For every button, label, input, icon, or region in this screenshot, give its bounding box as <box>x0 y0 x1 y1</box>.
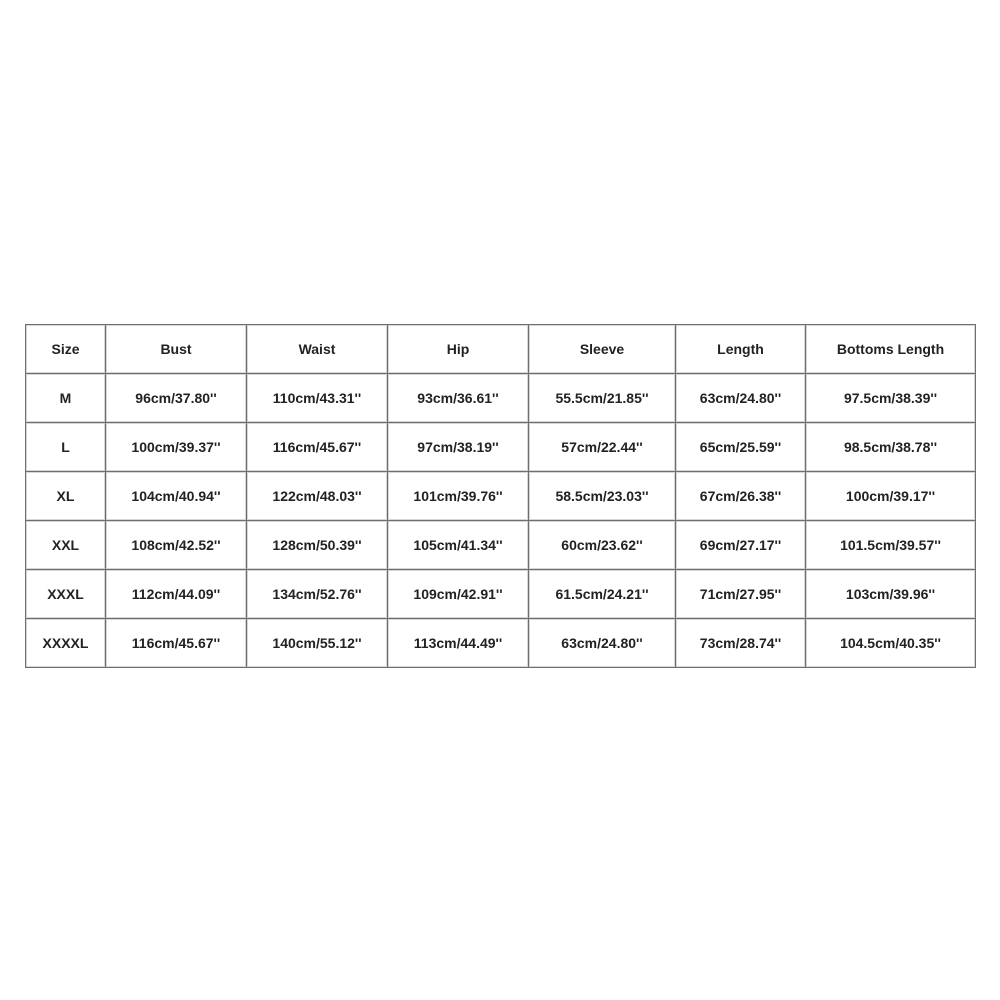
length-cell: 63cm/24.80'' <box>676 374 806 423</box>
header-bust: Bust <box>106 325 247 374</box>
hip-cell: 93cm/36.61'' <box>388 374 529 423</box>
header-waist: Waist <box>247 325 388 374</box>
bust-cell: 104cm/40.94'' <box>106 472 247 521</box>
size-chart-table <box>25 324 976 668</box>
length-cell: 71cm/27.95'' <box>676 570 806 619</box>
waist-cell: 116cm/45.67'' <box>247 423 388 472</box>
table-row <box>26 472 976 521</box>
size-cell: XXL <box>26 521 106 570</box>
hip-cell: 101cm/39.76'' <box>388 472 529 521</box>
sleeve-cell: 60cm/23.62'' <box>529 521 676 570</box>
size-cell: XXXL <box>26 570 106 619</box>
bust-cell: 116cm/45.67'' <box>106 619 247 668</box>
bottoms-length-cell: 100cm/39.17'' <box>806 472 976 521</box>
sleeve-cell: 63cm/24.80'' <box>529 619 676 668</box>
header-row <box>26 325 976 374</box>
sleeve-cell: 57cm/22.44'' <box>529 423 676 472</box>
table-row <box>26 521 976 570</box>
length-cell: 67cm/26.38'' <box>676 472 806 521</box>
size-cell: XXXXL <box>26 619 106 668</box>
size-cell: XL <box>26 472 106 521</box>
bust-cell: 108cm/42.52'' <box>106 521 247 570</box>
table-row <box>26 570 976 619</box>
waist-cell: 140cm/55.12'' <box>247 619 388 668</box>
bust-cell: 112cm/44.09'' <box>106 570 247 619</box>
waist-cell: 128cm/50.39'' <box>247 521 388 570</box>
header-size: Size <box>26 325 106 374</box>
bust-cell: 100cm/39.37'' <box>106 423 247 472</box>
size-cell: M <box>26 374 106 423</box>
sleeve-cell: 58.5cm/23.03'' <box>529 472 676 521</box>
table-row <box>26 619 976 668</box>
sleeve-cell: 61.5cm/24.21'' <box>529 570 676 619</box>
hip-cell: 109cm/42.91'' <box>388 570 529 619</box>
bust-cell: 96cm/37.80'' <box>106 374 247 423</box>
hip-cell: 105cm/41.34'' <box>388 521 529 570</box>
bottoms-length-cell: 104.5cm/40.35'' <box>806 619 976 668</box>
waist-cell: 122cm/48.03'' <box>247 472 388 521</box>
waist-cell: 134cm/52.76'' <box>247 570 388 619</box>
length-cell: 73cm/28.74'' <box>676 619 806 668</box>
bottoms-length-cell: 103cm/39.96'' <box>806 570 976 619</box>
length-cell: 65cm/25.59'' <box>676 423 806 472</box>
waist-cell: 110cm/43.31'' <box>247 374 388 423</box>
length-cell: 69cm/27.17'' <box>676 521 806 570</box>
header-hip: Hip <box>388 325 529 374</box>
bottoms-length-cell: 98.5cm/38.78'' <box>806 423 976 472</box>
table-row <box>26 374 976 423</box>
size-cell: L <box>26 423 106 472</box>
sleeve-cell: 55.5cm/21.85'' <box>529 374 676 423</box>
header-sleeve: Sleeve <box>529 325 676 374</box>
header-bottoms-length: Bottoms Length <box>806 325 976 374</box>
bottoms-length-cell: 97.5cm/38.39'' <box>806 374 976 423</box>
bottoms-length-cell: 101.5cm/39.57'' <box>806 521 976 570</box>
table-row <box>26 423 976 472</box>
header-length: Length <box>676 325 806 374</box>
hip-cell: 113cm/44.49'' <box>388 619 529 668</box>
hip-cell: 97cm/38.19'' <box>388 423 529 472</box>
